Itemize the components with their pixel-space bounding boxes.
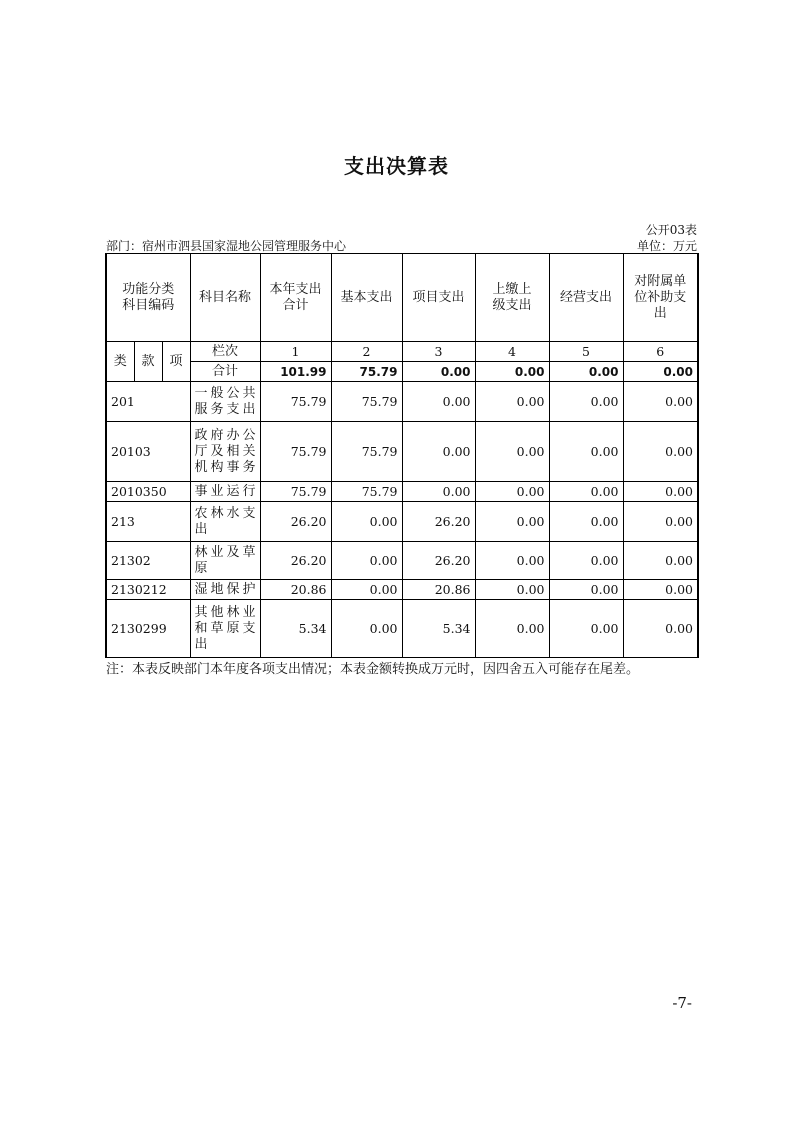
row-name: 其他林业和草原支出 [190,600,260,658]
unit-label: 单位：万元 [636,239,697,253]
row-value: 5.34 [402,600,475,658]
form-number: 公开03表 [645,223,697,237]
row-value: 0.00 [331,580,402,600]
row-value: 0.00 [402,422,475,482]
header-upper: 上缴上级支出 [475,254,549,342]
row-code: 2130212 [106,580,190,600]
column-order-label: 栏次 [190,342,260,362]
row-value: 0.00 [475,502,549,542]
total-row [106,362,698,382]
row-value: 0.00 [475,422,549,482]
total-label: 合计 [190,362,260,382]
table-row [106,502,698,542]
row-value: 0.00 [623,580,698,600]
row-value: 75.79 [331,482,402,502]
page-number: -7- [672,994,692,1012]
header-project: 项目支出 [402,254,475,342]
total-value: 75.79 [331,362,402,382]
column-number: 5 [549,342,623,362]
row-code: 2130299 [106,600,190,658]
table-row [106,422,698,482]
row-code: 213 [106,502,190,542]
department-label: 部门：宿州市泗县国家湿地公园管理服务中心 [106,239,347,253]
table-note: 注：本表反映部门本年度各项支出情况；本表金额转换成万元时，因四舍五入可能存在尾差。 [106,662,640,677]
row-value: 26.20 [402,502,475,542]
row-value: 0.00 [623,382,698,422]
row-value: 0.00 [475,482,549,502]
row-value: 20.86 [260,580,331,600]
row-code: 201 [106,382,190,422]
total-value: 101.99 [260,362,331,382]
expenditure-table [105,253,699,658]
row-value: 0.00 [623,422,698,482]
row-code: 20103 [106,422,190,482]
row-value: 20.86 [402,580,475,600]
total-value: 0.00 [475,362,549,382]
row-value: 0.00 [549,502,623,542]
header-subject-name: 科目名称 [190,254,260,342]
table-row [106,600,698,658]
row-value: 0.00 [549,422,623,482]
table-row [106,482,698,502]
header-row [106,254,698,342]
row-value: 0.00 [549,542,623,580]
row-value: 75.79 [260,382,331,422]
row-value: 0.00 [331,542,402,580]
header-func-class: 功能分类科目编码 [106,254,190,342]
row-value: 0.00 [402,382,475,422]
table-row [106,580,698,600]
row-value: 5.34 [260,600,331,658]
total-value: 0.00 [623,362,698,382]
total-value: 0.00 [549,362,623,382]
row-name: 事业运行 [190,482,260,502]
row-value: 26.20 [260,542,331,580]
header-kuan: 款 [134,342,162,382]
column-number: 1 [260,342,331,362]
column-number: 2 [331,342,402,362]
header-basic: 基本支出 [331,254,402,342]
row-name: 林业及草原 [190,542,260,580]
row-value: 0.00 [549,482,623,502]
row-code: 21302 [106,542,190,580]
row-value: 75.79 [331,382,402,422]
row-value: 0.00 [549,382,623,422]
column-number: 6 [623,342,698,362]
row-value: 0.00 [331,600,402,658]
row-value: 0.00 [475,542,549,580]
column-order-row [106,342,698,362]
row-value: 75.79 [331,422,402,482]
page-title: 支出决算表 [344,154,449,178]
row-name: 政府办公厅及相关机构事务 [190,422,260,482]
header-xiang: 项 [162,342,190,382]
row-value: 0.00 [623,542,698,580]
row-value: 75.79 [260,422,331,482]
row-value: 0.00 [549,580,623,600]
row-value: 0.00 [549,600,623,658]
header-business: 经营支出 [549,254,623,342]
table-row [106,382,698,422]
row-name: 湿地保护 [190,580,260,600]
row-name: 一般公共服务支出 [190,382,260,422]
row-value: 0.00 [331,502,402,542]
header-subsidy: 对附属单位补助支出 [623,254,698,342]
row-value: 0.00 [623,600,698,658]
column-number: 3 [402,342,475,362]
row-value: 26.20 [402,542,475,580]
row-value: 0.00 [475,580,549,600]
row-value: 0.00 [475,600,549,658]
row-code: 2010350 [106,482,190,502]
total-value: 0.00 [402,362,475,382]
row-value: 0.00 [402,482,475,502]
column-number: 4 [475,342,549,362]
header-total: 本年支出合计 [260,254,331,342]
row-value: 0.00 [623,482,698,502]
row-name: 农林水支出 [190,502,260,542]
row-value: 0.00 [623,502,698,542]
header-lei: 类 [106,342,134,382]
row-value: 0.00 [475,382,549,422]
table-row [106,542,698,580]
row-value: 26.20 [260,502,331,542]
row-value: 75.79 [260,482,331,502]
